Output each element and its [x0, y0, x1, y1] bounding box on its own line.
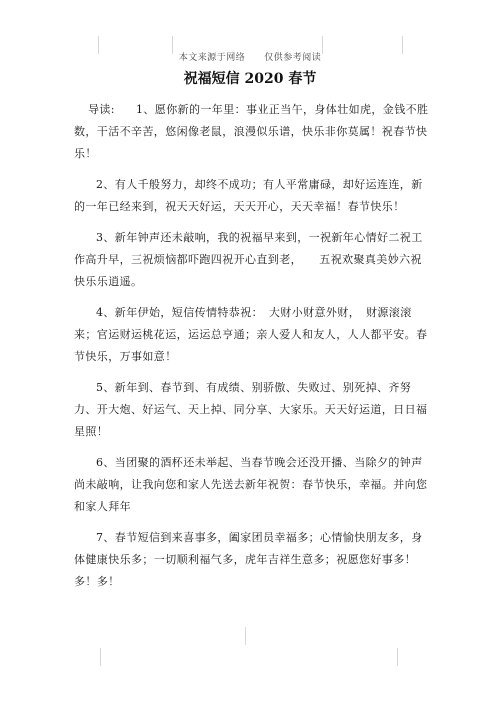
paragraph-1 [74, 99, 430, 165]
margin-tick [100, 648, 101, 666]
paragraph-2: 2、有人千般努力，却终不成功；有人平常庸碌，却好运连连，新的一年已经来到，祝天天好运，天天开心，天天幸福！春节快乐！ [74, 178, 423, 213]
page-title: 祝福短信 2020 春节 [183, 71, 317, 87]
source-note: 本文来源于网络 仅供参考阅读 [178, 53, 322, 63]
paragraph-4: 4、新年伊始，短信传情特恭祝： 大财小财意外财， 财源滚滚来；官运财运桃花运，运运总亨通；亲人爱人和友人，人人都平安。春节快乐，万事如意！ [74, 306, 428, 363]
paragraph-5: 5、新年到、春节到、有成绩、别骄傲、失败过、别死掉、齐努力、开大炮、好运气、天上掉、同分享、大家乐。天天好运道，日日福星照！ [74, 381, 428, 438]
paragraph-text: 1、愿你新的一年里：事业正当午，身体壮如虎，金钱不胜数，干活不辛苦，悠闲像老鼠，浪漫似乐谱，快乐非你莫属！祝春节快乐！ [74, 103, 429, 160]
article-body [74, 99, 430, 602]
margin-tick [397, 648, 398, 666]
lead-label: 导读: [88, 103, 115, 116]
margin-tick [245, 627, 246, 645]
paragraph-6: 6、当团聚的酒杯还未举起、当春节晚会还没开播、当除夕的钟声尚未敲响，让我向您和家人先送去新年祝贺：春节快乐，幸福。并向您和家人拜年 [74, 456, 428, 513]
paragraph-3: 3、新年钟声还未敲响，我的祝福早来到，一祝新年心情好二祝工作高升早，三祝烦恼都吓跑四祝开心直到老， 五祝欢聚真美妙六祝快乐乐逍遥。 [74, 231, 423, 288]
paragraph-7: 7、春节短信到来喜事多，阖家团员幸福多；心情愉快朋友多，身体健康快乐多；一切顺利福气多，虎年吉祥生意多；祝愿您好事多！多！多！ [74, 531, 423, 588]
